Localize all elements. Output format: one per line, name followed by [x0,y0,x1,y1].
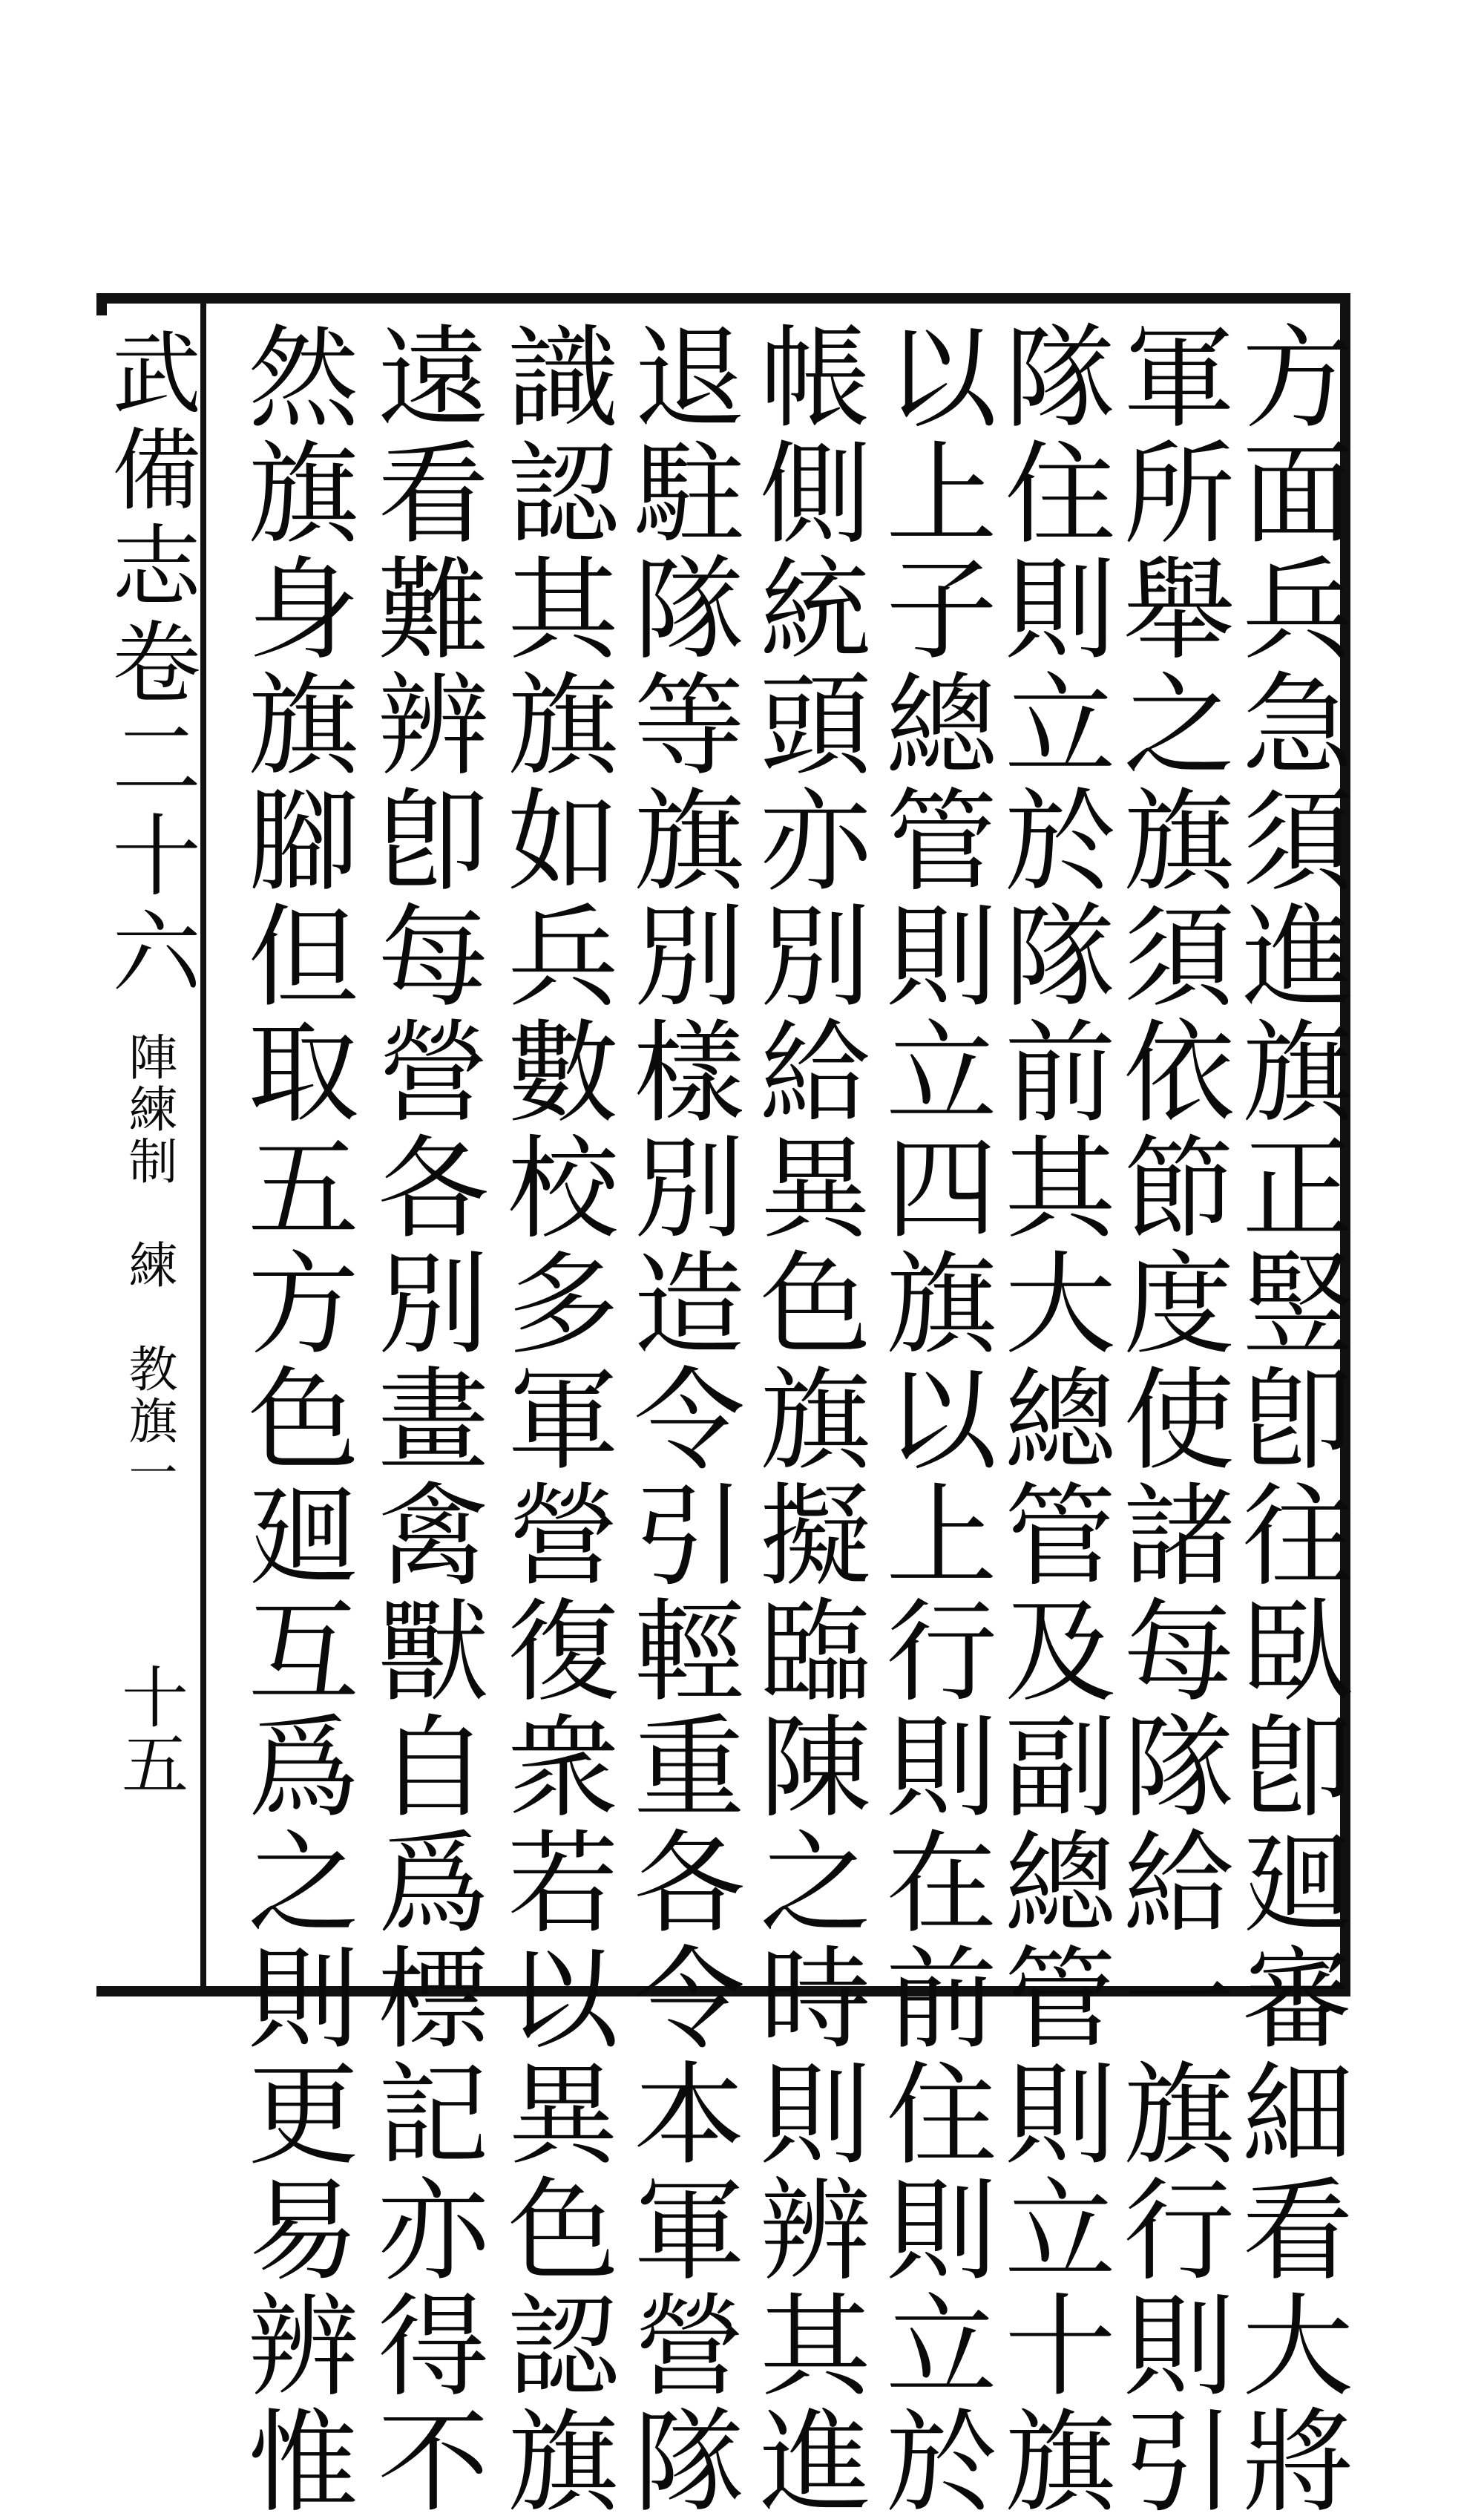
book-title: 武備志卷二十六 [97,327,200,1002]
margin-divider-line [200,299,206,1991]
text-column-5: 帳側統頭亦別給異色旗擬臨陳之時則辨其進 [741,319,870,2519]
page-number: 十五 [110,1663,188,1796]
text-column-8: 遠看難辨卽每營各別畫禽獸自爲標記亦得不 [358,319,487,2519]
text-column-7: 識認其旗如兵數校多軍營復衆若以異色認旗 [488,319,617,2519]
frame-corner [96,293,107,315]
text-column-3: 隊住則立於隊前其大總管及副總管則立十旗 [985,319,1114,2519]
text-column-6: 退駐隊等旗別樣別造令引輕重各令本軍營隊 [614,319,743,2519]
text-column-4: 以上子總管則立四旗以上行則在前住則立於 [867,319,996,2519]
text-column-1: 方面兵急須進旗正竪卽往臥卽廻審細看大將 [1223,319,1352,2519]
text-column-2: 軍所舉之旗須依節度使諸每隊給一旗行則引 [1104,319,1233,2519]
margin-strip [97,327,200,1982]
section-label-c: 教旗一 [120,1343,177,1499]
section-label-a: 陣練制 [120,1032,177,1188]
text-column-9: 然旗身旗腳但取五方色廻互爲之則更易辨惟 [229,319,358,2519]
section-label-b: 練 [120,1239,177,1291]
